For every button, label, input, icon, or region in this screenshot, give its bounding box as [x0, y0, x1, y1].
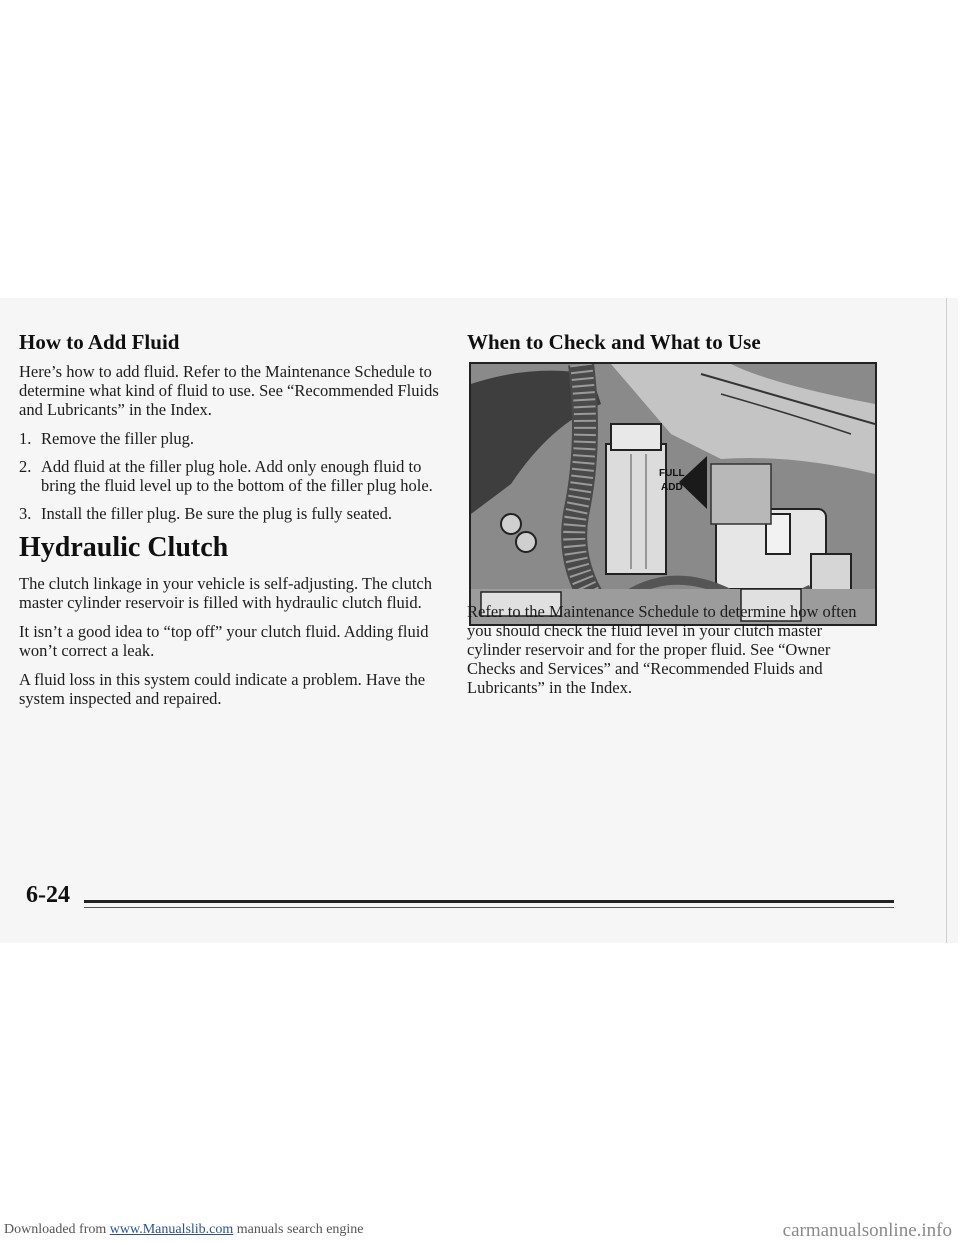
add-fluid-intro: Here’s how to add fluid. Refer to the Maintenance Schedule to determine what kind of fluid to use. See “Recommended Fluids and Lubricants” in the Index. — [19, 362, 439, 419]
step-number: 3. — [19, 504, 32, 523]
watermark-suffix: manuals search engine — [233, 1222, 364, 1237]
check-paragraph: Refer to the Maintenance Schedule to determine how often you should check the fluid level in your clutch master cylinder reservoir and for the proper fluid. See “Owner Checks and Services” and “Recommended Fluids and Lubricants” in the Index. — [467, 602, 857, 697]
left-column — [19, 330, 439, 718]
step-item — [19, 457, 439, 495]
engine-illustration — [471, 364, 875, 624]
steps-list — [19, 429, 439, 523]
page-footer — [26, 882, 874, 910]
right-column — [467, 330, 875, 697]
step-item — [19, 429, 439, 448]
add-fluid-heading: How to Add Fluid — [19, 330, 180, 354]
footer-rule-thin — [84, 907, 894, 908]
step-number: 2. — [19, 457, 32, 476]
add-label: ADD — [661, 482, 683, 493]
clutch-paragraph-1: The clutch linkage in your vehicle is self-adjusting. The clutch master cylinder reservoir is filled with hydraulic clutch fluid. — [19, 574, 432, 612]
step-text: Add fluid at the filler plug hole. Add only enough fluid to bring the fluid level up to the bottom of the filler plug hole. — [41, 457, 433, 495]
footer-rule — [84, 900, 894, 903]
check-text-block — [467, 602, 872, 697]
clutch-paragraph-2: It isn’t a good idea to “top off” your clutch fluid. Adding fluid won’t correct a leak. — [19, 622, 429, 660]
clutch-paragraph-3: A fluid loss in this system could indicate a problem. Have the system inspected and repaired. — [19, 670, 426, 708]
download-watermark — [4, 1222, 364, 1238]
page-number: 6-24 — [26, 882, 70, 908]
step-number: 1. — [19, 429, 32, 448]
carmanuals-watermark: carmanualsonline.info — [782, 1220, 952, 1241]
manualslib-link[interactable]: www.Manualslib.com — [109, 1222, 234, 1237]
step-item — [19, 504, 439, 523]
clutch-reservoir-figure — [469, 362, 877, 626]
full-label: FULL — [659, 468, 685, 479]
when-to-check-heading: When to Check and What to Use — [467, 330, 761, 354]
step-text: Remove the filler plug. — [41, 429, 195, 448]
step-text: Install the filler plug. Be sure the plug is fully seated. — [41, 504, 393, 523]
page-edge — [946, 298, 947, 943]
watermark-prefix: Downloaded from — [4, 1222, 110, 1237]
hydraulic-clutch-heading: Hydraulic Clutch — [19, 532, 229, 563]
